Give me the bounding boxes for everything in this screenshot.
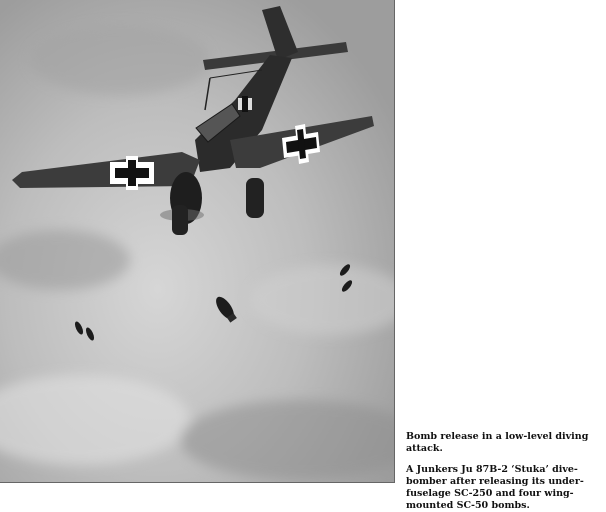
caption-title: Bomb release in a low-level diving attack. [406, 431, 589, 454]
fuselage-cross [238, 96, 252, 112]
right-landing-gear [246, 178, 264, 218]
caption-body: A Junkers Ju 87B-2 ‘Stuka’ dive-bomber after releasing its under-fuselage SC-250 and four wing-mounted SC-50 bombs. [406, 464, 584, 511]
left-landing-gear [172, 205, 188, 235]
